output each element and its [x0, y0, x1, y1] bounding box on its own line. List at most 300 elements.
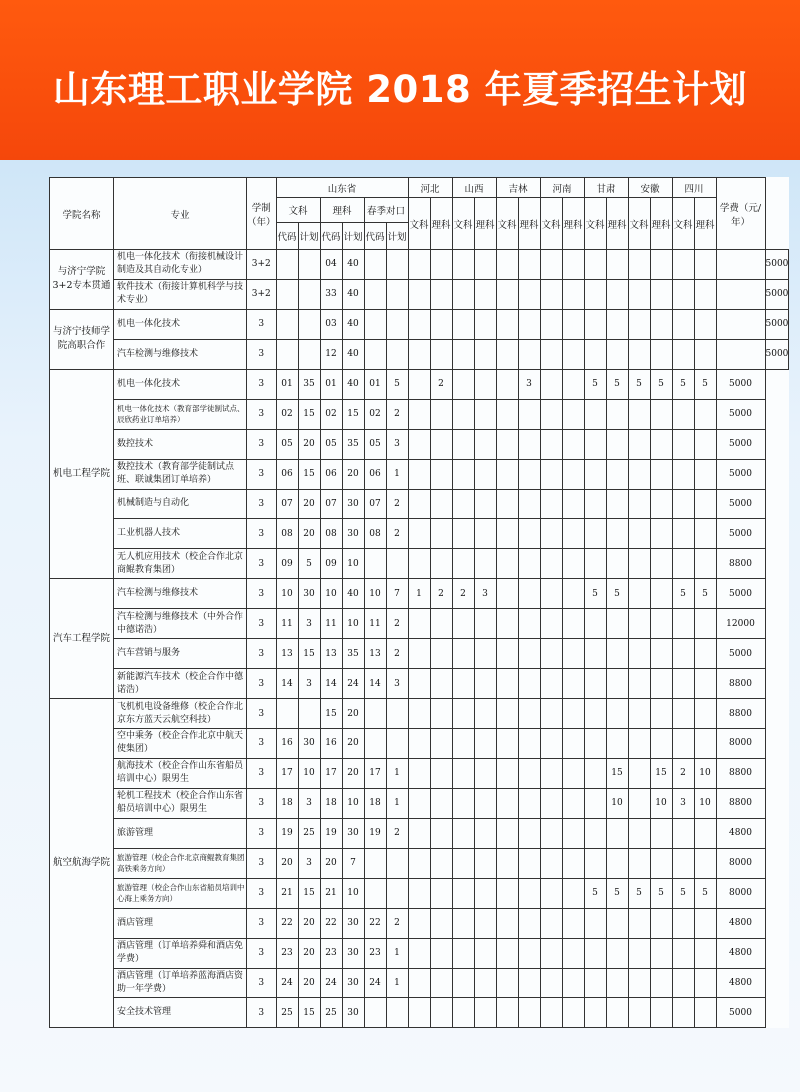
- plan-cell: [518, 639, 540, 669]
- plan-cell: 20: [298, 968, 320, 998]
- plan-cell: 13: [276, 639, 298, 669]
- plan-cell: 1: [386, 788, 408, 818]
- plan-cell: 15: [298, 399, 320, 429]
- plan-cell: [518, 968, 540, 998]
- plan-cell: 3: [247, 549, 277, 579]
- plan-cell: [452, 758, 474, 788]
- plan-cell: 20: [298, 429, 320, 459]
- plan-cell: [496, 279, 518, 309]
- plan-cell: [430, 908, 452, 938]
- plan-cell: [540, 549, 562, 579]
- plan-cell: 5: [386, 369, 408, 399]
- plan-cell: [408, 609, 430, 639]
- plan-cell: [694, 279, 716, 309]
- plan-cell: 30: [342, 519, 364, 549]
- plan-cell: 16: [276, 729, 298, 759]
- plan-cell: [628, 250, 650, 280]
- header-plan: 计划: [342, 223, 364, 250]
- plan-cell: 08: [276, 519, 298, 549]
- plan-cell: [452, 968, 474, 998]
- plan-cell: 25: [298, 818, 320, 848]
- plan-cell: [364, 549, 386, 579]
- plan-cell: 20: [320, 848, 342, 878]
- plan-cell: [694, 399, 716, 429]
- plan-cell: [474, 549, 496, 579]
- plan-cell: [386, 309, 408, 339]
- plan-cell: [386, 878, 408, 908]
- plan-cell: [496, 699, 518, 729]
- plan-cell: [650, 669, 672, 699]
- major-name: 旅游管理（校企合作山东省船员培训中心海上乘务方向）: [114, 878, 247, 908]
- plan-cell: [628, 758, 650, 788]
- plan-cell: [540, 250, 562, 280]
- plan-cell: 35: [342, 429, 364, 459]
- plan-cell: [430, 489, 452, 519]
- plan-cell: [430, 878, 452, 908]
- plan-cell: [540, 519, 562, 549]
- plan-cell: [694, 250, 716, 280]
- plan-cell: 3: [518, 369, 540, 399]
- major-name: 机电一体化技术（衔接机械设计制造及其自动化专业）: [114, 250, 247, 280]
- plan-cell: 10: [650, 788, 672, 818]
- plan-cell: [452, 729, 474, 759]
- plan-cell: 07: [276, 489, 298, 519]
- header-like: 理科: [562, 198, 584, 250]
- table-row: [50, 788, 789, 818]
- plan-cell: [386, 279, 408, 309]
- plan-cell: [606, 908, 628, 938]
- plan-cell: [408, 938, 430, 968]
- plan-cell: [628, 339, 650, 369]
- plan-cell: [694, 729, 716, 759]
- plan-cell: 40: [342, 309, 364, 339]
- plan-cell: [584, 459, 606, 489]
- table-row: [50, 339, 789, 369]
- plan-cell: [408, 489, 430, 519]
- plan-cell: [562, 579, 584, 609]
- plan-cell: [474, 339, 496, 369]
- plan-cell: [694, 699, 716, 729]
- plan-cell: [408, 669, 430, 699]
- plan-cell: 5: [298, 549, 320, 579]
- plan-cell: [408, 729, 430, 759]
- plan-cell: [452, 788, 474, 818]
- plan-cell: 3: [247, 399, 277, 429]
- college-name: 与济宁学院3+2专本贯通: [50, 250, 114, 310]
- plan-cell: [562, 639, 584, 669]
- plan-cell: 22: [276, 908, 298, 938]
- plan-cell: [430, 938, 452, 968]
- plan-cell: [672, 459, 694, 489]
- plan-cell: 15: [342, 399, 364, 429]
- plan-cell: [672, 549, 694, 579]
- major-name: 轮机工程技术（校企合作山东省船员培训中心）限男生: [114, 788, 247, 818]
- plan-cell: [518, 399, 540, 429]
- plan-cell: [430, 818, 452, 848]
- plan-cell: 23: [364, 938, 386, 968]
- table-row: [50, 579, 789, 609]
- plan-cell: 3: [298, 609, 320, 639]
- plan-cell: [672, 998, 694, 1028]
- plan-cell: [650, 279, 672, 309]
- plan-cell: [452, 639, 474, 669]
- major-name: 数控技术（教育部学徒制试点班、联诚集团订单培养）: [114, 459, 247, 489]
- plan-cell: [408, 758, 430, 788]
- plan-cell: [496, 669, 518, 699]
- plan-cell: [694, 549, 716, 579]
- plan-cell: 30: [342, 818, 364, 848]
- plan-cell: [672, 938, 694, 968]
- plan-cell: 3: [247, 669, 277, 699]
- plan-cell: [584, 429, 606, 459]
- plan-cell: [650, 549, 672, 579]
- plan-cell: 2: [386, 639, 408, 669]
- plan-cell: [584, 609, 606, 639]
- plan-cell: 06: [320, 459, 342, 489]
- plan-cell: [606, 489, 628, 519]
- plan-cell: 3: [247, 309, 277, 339]
- table-row: [50, 369, 789, 399]
- plan-cell: 3: [247, 339, 277, 369]
- plan-cell: [540, 399, 562, 429]
- tuition-fee: 8800: [716, 549, 765, 579]
- tuition-fee: 8800: [716, 699, 765, 729]
- plan-cell: [364, 998, 386, 1028]
- plan-cell: 08: [320, 519, 342, 549]
- table-row: [50, 998, 789, 1028]
- plan-cell: [430, 429, 452, 459]
- plan-cell: [584, 279, 606, 309]
- plan-cell: [562, 489, 584, 519]
- enrollment-plan-table: [49, 177, 789, 1028]
- plan-cell: [276, 699, 298, 729]
- plan-cell: [452, 309, 474, 339]
- plan-cell: [452, 699, 474, 729]
- tuition-fee: 5000: [765, 250, 789, 280]
- plan-cell: 5: [672, 579, 694, 609]
- plan-cell: [672, 968, 694, 998]
- plan-cell: [584, 729, 606, 759]
- plan-cell: [606, 609, 628, 639]
- plan-cell: 3: [247, 579, 277, 609]
- plan-cell: [496, 519, 518, 549]
- plan-cell: [408, 429, 430, 459]
- plan-cell: [606, 309, 628, 339]
- plan-cell: [430, 968, 452, 998]
- plan-cell: [694, 818, 716, 848]
- plan-cell: 3: [298, 848, 320, 878]
- plan-cell: [562, 399, 584, 429]
- plan-cell: [452, 369, 474, 399]
- plan-cell: [606, 848, 628, 878]
- plan-cell: 01: [320, 369, 342, 399]
- header-wenke: 文科: [496, 198, 518, 250]
- plan-cell: [474, 908, 496, 938]
- plan-cell: [474, 729, 496, 759]
- tuition-fee: 8000: [716, 729, 765, 759]
- tuition-fee: 5000: [716, 459, 765, 489]
- table-row: [50, 279, 789, 309]
- plan-cell: 3: [247, 459, 277, 489]
- major-name: 汽车营销与服务: [114, 639, 247, 669]
- plan-cell: [584, 968, 606, 998]
- header-plan: 计划: [386, 223, 408, 250]
- table-row: [50, 818, 789, 848]
- plan-cell: [650, 429, 672, 459]
- plan-cell: 5: [628, 878, 650, 908]
- plan-cell: [408, 968, 430, 998]
- college-name: 与济宁技师学院高职合作: [50, 309, 114, 369]
- plan-cell: [430, 729, 452, 759]
- tuition-fee: 8000: [716, 848, 765, 878]
- plan-cell: 24: [364, 968, 386, 998]
- plan-cell: 14: [320, 669, 342, 699]
- plan-cell: [496, 968, 518, 998]
- plan-cell: [518, 579, 540, 609]
- header-wenke: 文科: [584, 198, 606, 250]
- plan-cell: 15: [298, 878, 320, 908]
- tuition-fee: 5000: [716, 399, 765, 429]
- plan-cell: [518, 429, 540, 459]
- table-row: [50, 489, 789, 519]
- plan-cell: [474, 429, 496, 459]
- plan-cell: [540, 609, 562, 639]
- plan-cell: [496, 339, 518, 369]
- plan-cell: 40: [342, 279, 364, 309]
- table-row: [50, 758, 789, 788]
- plan-cell: [364, 279, 386, 309]
- plan-cell: 10: [342, 878, 364, 908]
- plan-cell: 5: [628, 369, 650, 399]
- plan-cell: 18: [276, 788, 298, 818]
- plan-cell: 21: [276, 878, 298, 908]
- plan-cell: [672, 639, 694, 669]
- plan-cell: [276, 339, 298, 369]
- plan-cell: [650, 639, 672, 669]
- plan-cell: 3: [672, 788, 694, 818]
- plan-cell: 20: [298, 489, 320, 519]
- plan-cell: 3: [247, 788, 277, 818]
- plan-cell: [562, 878, 584, 908]
- plan-cell: [496, 938, 518, 968]
- major-name: 机电一体化技术: [114, 309, 247, 339]
- plan-cell: [474, 848, 496, 878]
- plan-cell: [628, 908, 650, 938]
- plan-cell: [518, 279, 540, 309]
- table-row: [50, 609, 789, 639]
- table-row: [50, 519, 789, 549]
- plan-cell: 18: [320, 788, 342, 818]
- plan-cell: 5: [606, 878, 628, 908]
- major-name: 汽车检测与维修技术（中外合作中德诺浩）: [114, 609, 247, 639]
- table-row: [50, 429, 789, 459]
- plan-cell: [628, 669, 650, 699]
- plan-cell: 3: [247, 848, 277, 878]
- plan-cell: [474, 788, 496, 818]
- plan-cell: [540, 878, 562, 908]
- plan-cell: [540, 758, 562, 788]
- tuition-fee: 5000: [765, 309, 789, 339]
- plan-cell: [496, 579, 518, 609]
- header-province-shandong: 山东省: [276, 178, 408, 198]
- plan-cell: [518, 788, 540, 818]
- plan-cell: [474, 279, 496, 309]
- plan-cell: [496, 998, 518, 1028]
- plan-cell: [606, 998, 628, 1028]
- plan-cell: [452, 818, 474, 848]
- plan-cell: [650, 848, 672, 878]
- plan-cell: [562, 669, 584, 699]
- plan-cell: 3: [247, 609, 277, 639]
- plan-cell: [474, 609, 496, 639]
- plan-cell: 40: [342, 339, 364, 369]
- plan-cell: [628, 998, 650, 1028]
- plan-cell: [606, 549, 628, 579]
- plan-cell: 20: [276, 848, 298, 878]
- plan-cell: [650, 519, 672, 549]
- table-row: [50, 309, 789, 339]
- plan-cell: [672, 429, 694, 459]
- plan-cell: [408, 339, 430, 369]
- plan-cell: [452, 399, 474, 429]
- plan-cell: 30: [342, 938, 364, 968]
- major-name: 机械制造与自动化: [114, 489, 247, 519]
- plan-cell: [496, 459, 518, 489]
- plan-cell: [452, 609, 474, 639]
- plan-cell: [452, 279, 474, 309]
- tuition-fee: 5000: [716, 369, 765, 399]
- plan-cell: 2: [386, 908, 408, 938]
- plan-cell: [452, 938, 474, 968]
- plan-cell: [628, 309, 650, 339]
- plan-cell: [298, 279, 320, 309]
- plan-cell: [584, 818, 606, 848]
- header-wenke: 文科: [408, 198, 430, 250]
- plan-cell: 5: [650, 369, 672, 399]
- plan-cell: [430, 639, 452, 669]
- plan-cell: 09: [276, 549, 298, 579]
- plan-cell: [452, 250, 474, 280]
- plan-cell: [650, 818, 672, 848]
- plan-cell: [518, 250, 540, 280]
- plan-cell: 20: [298, 519, 320, 549]
- plan-cell: [584, 848, 606, 878]
- plan-cell: 3: [247, 699, 277, 729]
- plan-cell: 3: [247, 878, 277, 908]
- plan-cell: [606, 639, 628, 669]
- plan-cell: [628, 459, 650, 489]
- plan-cell: 30: [342, 489, 364, 519]
- plan-cell: 05: [364, 429, 386, 459]
- header-like: 理科: [320, 198, 364, 223]
- plan-cell: [452, 339, 474, 369]
- plan-cell: 06: [276, 459, 298, 489]
- plan-cell: [474, 459, 496, 489]
- plan-cell: [474, 699, 496, 729]
- title-banner: [0, 0, 800, 160]
- plan-cell: [562, 279, 584, 309]
- plan-cell: [430, 279, 452, 309]
- plan-cell: [606, 729, 628, 759]
- plan-cell: 40: [342, 369, 364, 399]
- plan-cell: [606, 519, 628, 549]
- tuition-fee: 5000: [716, 639, 765, 669]
- plan-cell: 15: [298, 639, 320, 669]
- plan-cell: [694, 938, 716, 968]
- plan-cell: 15: [606, 758, 628, 788]
- plan-cell: 05: [276, 429, 298, 459]
- plan-cell: [672, 279, 694, 309]
- plan-cell: [628, 579, 650, 609]
- plan-cell: 2: [430, 369, 452, 399]
- plan-cell: [694, 848, 716, 878]
- plan-cell: 20: [298, 908, 320, 938]
- plan-cell: [386, 549, 408, 579]
- plan-cell: [606, 279, 628, 309]
- plan-cell: [386, 250, 408, 280]
- plan-cell: 1: [408, 579, 430, 609]
- plan-cell: [540, 938, 562, 968]
- plan-cell: [540, 279, 562, 309]
- table-row: [50, 908, 789, 938]
- major-name: 旅游管理: [114, 818, 247, 848]
- plan-cell: [562, 848, 584, 878]
- plan-cell: [430, 788, 452, 818]
- plan-cell: [540, 699, 562, 729]
- plan-cell: [694, 459, 716, 489]
- plan-cell: [584, 519, 606, 549]
- plan-cell: [408, 369, 430, 399]
- plan-cell: [474, 369, 496, 399]
- plan-cell: [430, 250, 452, 280]
- plan-cell: [628, 818, 650, 848]
- plan-cell: 15: [650, 758, 672, 788]
- plan-cell: [452, 429, 474, 459]
- plan-cell: 3: [247, 998, 277, 1028]
- plan-cell: [562, 519, 584, 549]
- plan-cell: [496, 908, 518, 938]
- plan-cell: [408, 519, 430, 549]
- plan-cell: [430, 549, 452, 579]
- plan-cell: [430, 339, 452, 369]
- plan-cell: [430, 998, 452, 1028]
- plan-cell: [694, 339, 716, 369]
- plan-cell: [452, 908, 474, 938]
- plan-cell: [606, 339, 628, 369]
- header-wenke: 文科: [452, 198, 474, 250]
- plan-cell: [584, 669, 606, 699]
- plan-cell: [628, 938, 650, 968]
- plan-cell: [540, 459, 562, 489]
- plan-cell: [408, 459, 430, 489]
- plan-cell: [518, 339, 540, 369]
- plan-cell: 02: [276, 399, 298, 429]
- major-name: 机电一体化技术（教育部学徒制试点、辰欣药业订单培养）: [114, 399, 247, 429]
- plan-cell: [364, 309, 386, 339]
- plan-cell: 1: [386, 938, 408, 968]
- plan-cell: 5: [584, 878, 606, 908]
- plan-cell: 25: [276, 998, 298, 1028]
- major-name: 飞机机电设备维修（校企合作北京东方蓝天云航空科技）: [114, 699, 247, 729]
- plan-cell: [628, 788, 650, 818]
- plan-cell: [408, 788, 430, 818]
- plan-cell: 3: [247, 908, 277, 938]
- plan-cell: [562, 998, 584, 1028]
- major-name: 安全技术管理: [114, 998, 247, 1028]
- plan-cell: [562, 758, 584, 788]
- plan-cell: [298, 339, 320, 369]
- plan-cell: 13: [364, 639, 386, 669]
